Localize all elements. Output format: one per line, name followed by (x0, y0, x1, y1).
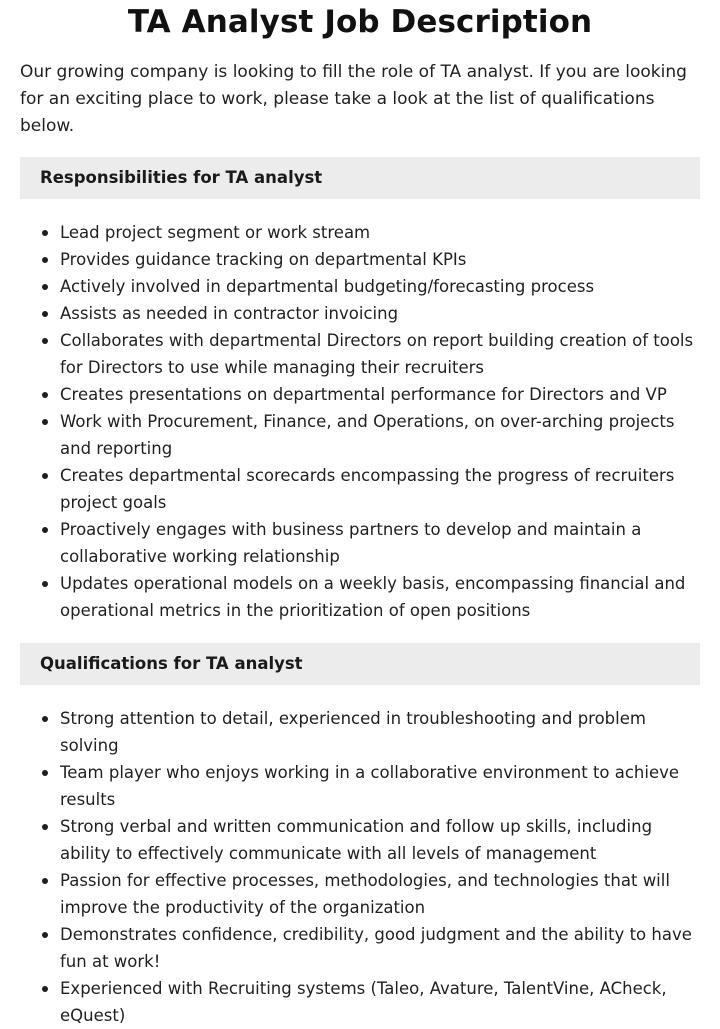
list-item: Demonstrates confidence, credibility, good judgment and the ability to have fun at work! (60, 921, 700, 975)
list-item: Creates departmental scorecards encompassing the progress of recruiters project goals (60, 462, 700, 516)
qualifications-list (20, 705, 700, 1029)
list-item: Collaborates with departmental Directors on report building creation of tools for Directors to use while managing their recruiters (60, 327, 700, 381)
list-item: Updates operational models on a weekly basis, encompassing financial and operational metrics in the prioritization of open positions (60, 570, 700, 624)
qualifications-heading: Qualifications for TA analyst (20, 643, 700, 685)
intro-paragraph: Our growing company is looking to fill the role of TA analyst. If you are looking for an exciting place to work, please take a look at the list of qualifications below. (20, 62, 687, 136)
list-item: Passion for effective processes, methodologies, and technologies that will improve the productivity of the organization (60, 867, 700, 921)
list-item: Strong verbal and written communication and follow up skills, including ability to effectively communicate with all levels of management (60, 813, 700, 867)
list-item: Strong attention to detail, experienced in troubleshooting and problem solving (60, 705, 700, 759)
list-item: Experienced with Recruiting systems (Taleo, Avature, TalentVine, ACheck, eQuest) (60, 975, 700, 1029)
list-item: Lead project segment or work stream (60, 219, 700, 246)
list-item: Proactively engages with business partners to develop and maintain a collaborative working relationship (60, 516, 700, 570)
list-item: Work with Procurement, Finance, and Operations, on over-arching projects and reporting (60, 408, 700, 462)
responsibilities-heading: Responsibilities for TA analyst (20, 157, 700, 199)
list-item: Assists as needed in contractor invoicing (60, 300, 700, 327)
list-item: Creates presentations on departmental performance for Directors and VP (60, 381, 700, 408)
list-item: Provides guidance tracking on departmental KPIs (60, 246, 700, 273)
list-item: Actively involved in departmental budgeting/forecasting process (60, 273, 700, 300)
responsibilities-list (20, 219, 700, 624)
page-title: TA Analyst Job Description (127, 4, 593, 40)
list-item: Team player who enjoys working in a collaborative environment to achieve results (60, 759, 700, 813)
